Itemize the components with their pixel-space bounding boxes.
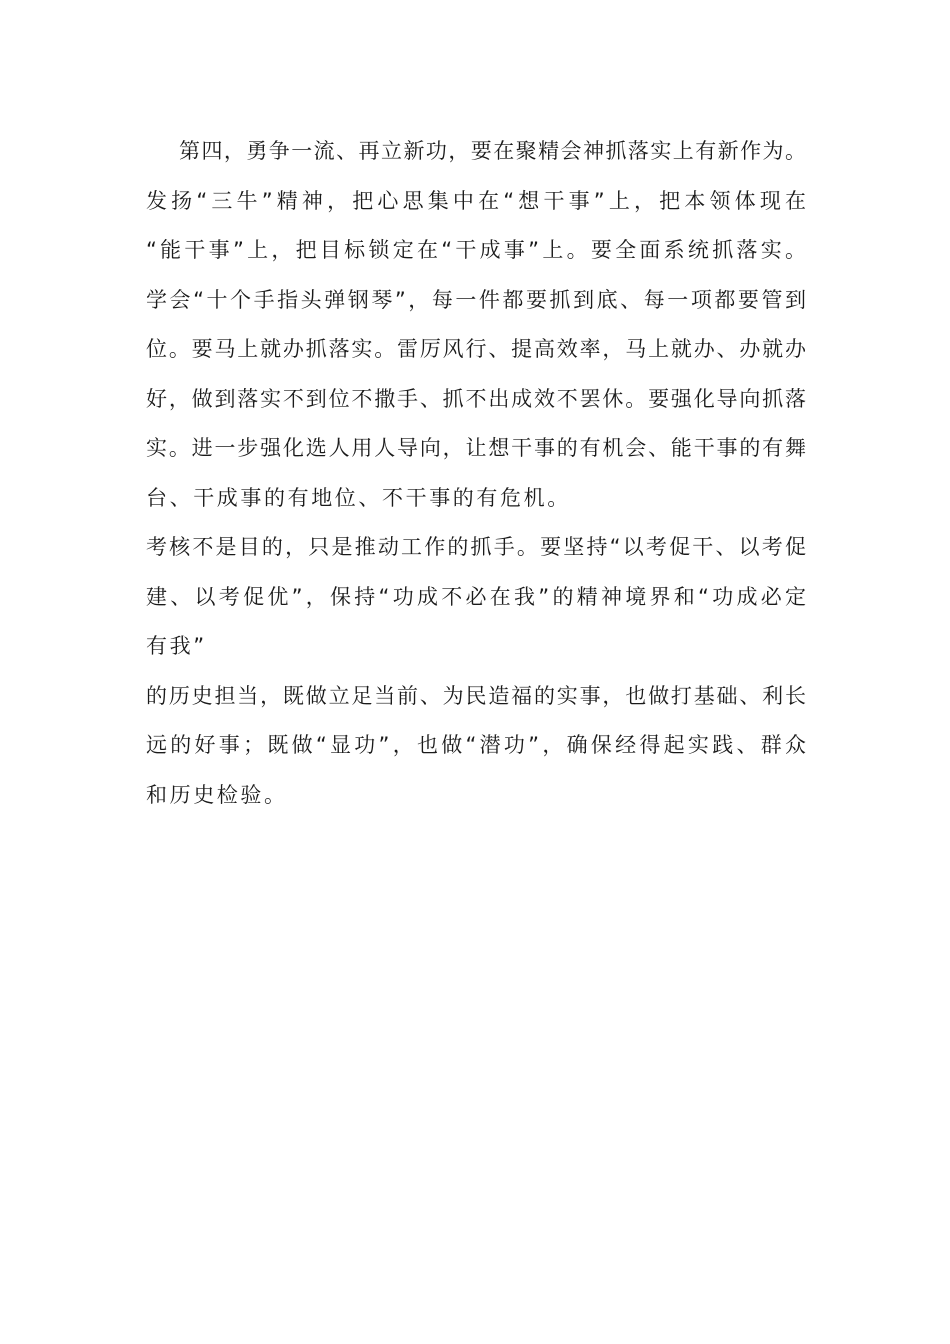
- text-line: 远的好事；既做“显功”，也做“潜功”，确保经得起实践、群众: [146, 733, 806, 757]
- text-line: 台、干成事的有地位、不干事的有危机。: [146, 485, 571, 510]
- text-line: 的历史担当，既做立足当前、为民造福的实事，也做打基础、利长: [146, 683, 806, 708]
- text-line: 和历史检验。: [146, 782, 288, 807]
- text-line: 发扬“三牛”精神，把心思集中在“想干事”上，把本领体现在: [146, 188, 806, 213]
- text-line: 位。要马上就办抓落实。雷厉风行、提高效率，马上就办、办就办: [146, 337, 806, 361]
- text-line: “能干事”上，把目标锁定在“干成事”上。要全面系统抓落实。: [146, 238, 806, 262]
- text-line: 考核不是目的，只是推动工作的抓手。要坚持“以考促干、以考促: [146, 535, 806, 559]
- text-line: 实。进一步强化选人用人导向，让想干事的有机会、能干事的有舞: [146, 436, 806, 460]
- text-line: 建、以考促优”，保持“功成不必在我”的精神境界和“功成必定: [146, 584, 806, 609]
- text-line: 第四，勇争一流、再立新功，要在聚精会神抓落实上有新作为。: [179, 139, 806, 163]
- text-line: 有我”: [146, 634, 207, 658]
- text-line: 学会“十个手指头弹钢琴”，每一件都要抓到底、每一项都要管到: [146, 287, 806, 312]
- document-body: [146, 127, 806, 820]
- text-line: 好，做到落实不到位不撒手、抓不出成效不罢休。要强化导向抓落: [146, 386, 806, 411]
